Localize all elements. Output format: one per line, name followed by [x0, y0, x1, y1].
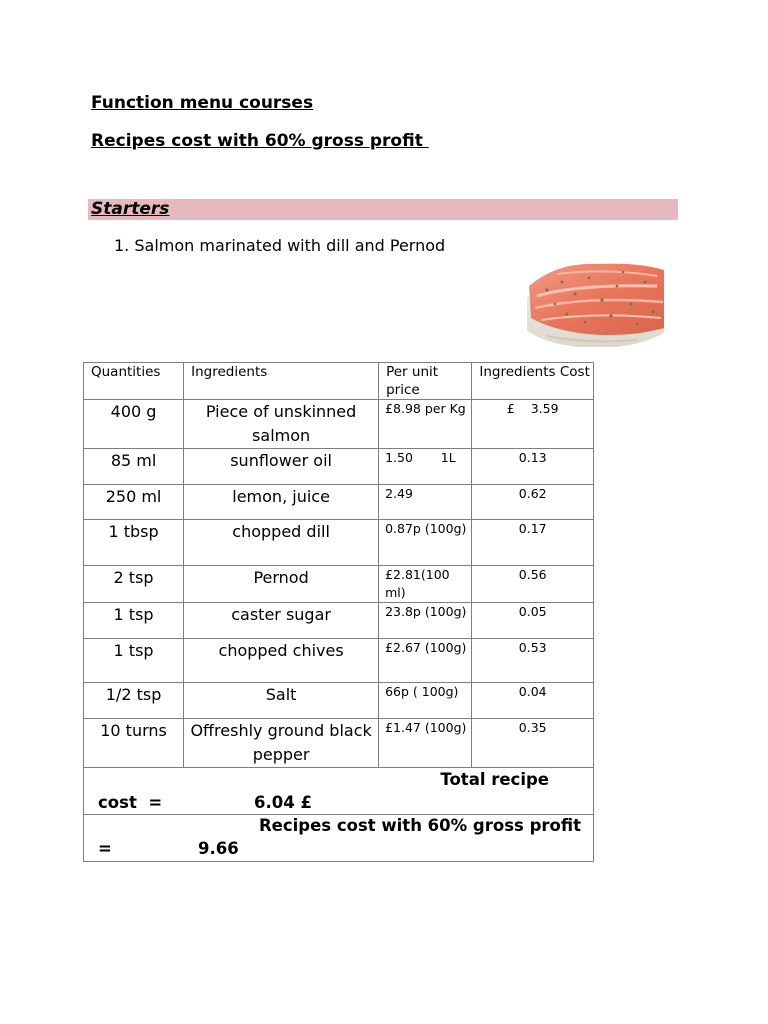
row-quantity: 1/2 tsp [84, 683, 184, 719]
row-unit-price: 2.49 [379, 485, 472, 520]
row-quantity: 1 tsp [84, 603, 184, 639]
row-unit-price: £1.47 (100g) [379, 719, 472, 768]
page-title: Function menu courses [91, 93, 314, 113]
section-title: Starters [91, 199, 170, 219]
table-row [84, 400, 594, 449]
table-row [84, 449, 594, 485]
row-quantity: 1 tsp [84, 639, 184, 683]
header-quantities: Quantities [84, 363, 184, 400]
salmon-dish-photo [527, 256, 664, 347]
header-ingredients-cost: Ingredients Cost [472, 363, 594, 400]
header-ingredients: Ingredients [184, 363, 379, 400]
section-header [88, 199, 678, 220]
row-cost: 0.53 [472, 639, 594, 683]
row-ingredient: Piece of unskinned salmon [184, 400, 379, 449]
salmon-photo-image [527, 256, 664, 347]
row-cost: 0.04 [472, 683, 594, 719]
table-row [84, 639, 594, 683]
row-ingredient: sunflower oil [184, 449, 379, 485]
gross-profit-label: Recipes cost with 60% gross profit [258, 816, 581, 835]
row-quantity: 400 g [84, 400, 184, 449]
gross-profit-cell [84, 815, 594, 862]
total-cost-value: cost = 6.04 £ [98, 793, 312, 812]
row-ingredient: chopped chives [184, 639, 379, 683]
dish-title: 1. Salmon marinated with dill and Pernod [114, 236, 446, 255]
row-cost: 0.17 [472, 520, 594, 566]
header-per-unit-price: Per unit price [379, 363, 472, 400]
row-cost: 0.62 [472, 485, 594, 520]
gross-profit-row [84, 815, 594, 862]
table-row [84, 603, 594, 639]
table-row [84, 719, 594, 768]
row-unit-price: 66p ( 100g) [379, 683, 472, 719]
row-unit-price: 23.8p (100g) [379, 603, 472, 639]
row-quantity: 1 tbsp [84, 520, 184, 566]
row-unit-price: 0.87p (100g) [379, 520, 472, 566]
row-ingredient: Salt [184, 683, 379, 719]
table-row [84, 566, 594, 603]
row-cost: 0.13 [472, 449, 594, 485]
gross-profit-value: = 9.66 [98, 839, 239, 858]
row-ingredient: chopped dill [184, 520, 379, 566]
row-quantity: 2 tsp [84, 566, 184, 603]
total-cost-label: Total recipe [440, 770, 549, 789]
row-cost: 0.56 [472, 566, 594, 603]
total-cost-cell [84, 768, 594, 815]
table-header-row [84, 363, 594, 400]
row-ingredient: Offreshly ground black pepper [184, 719, 379, 768]
row-ingredient: lemon, juice [184, 485, 379, 520]
table-row [84, 520, 594, 566]
table-row [84, 683, 594, 719]
row-unit-price: £8.98 per Kg [379, 400, 472, 449]
row-ingredient: caster sugar [184, 603, 379, 639]
row-quantity: 10 turns [84, 719, 184, 768]
recipe-cost-table [83, 362, 594, 862]
row-quantity: 85 ml [84, 449, 184, 485]
row-unit-price: £2.81(100 ml) [379, 566, 472, 603]
row-cost: 0.05 [472, 603, 594, 639]
row-ingredient: Pernod [184, 566, 379, 603]
row-cost: £ 3.59 [472, 400, 594, 449]
row-unit-price: 1.50 1L [379, 449, 472, 485]
row-cost: 0.35 [472, 719, 594, 768]
total-cost-row [84, 768, 594, 815]
table-row [84, 485, 594, 520]
row-unit-price: £2.67 (100g) [379, 639, 472, 683]
page-subtitle: Recipes cost with 60% gross profit [91, 131, 429, 151]
row-quantity: 250 ml [84, 485, 184, 520]
